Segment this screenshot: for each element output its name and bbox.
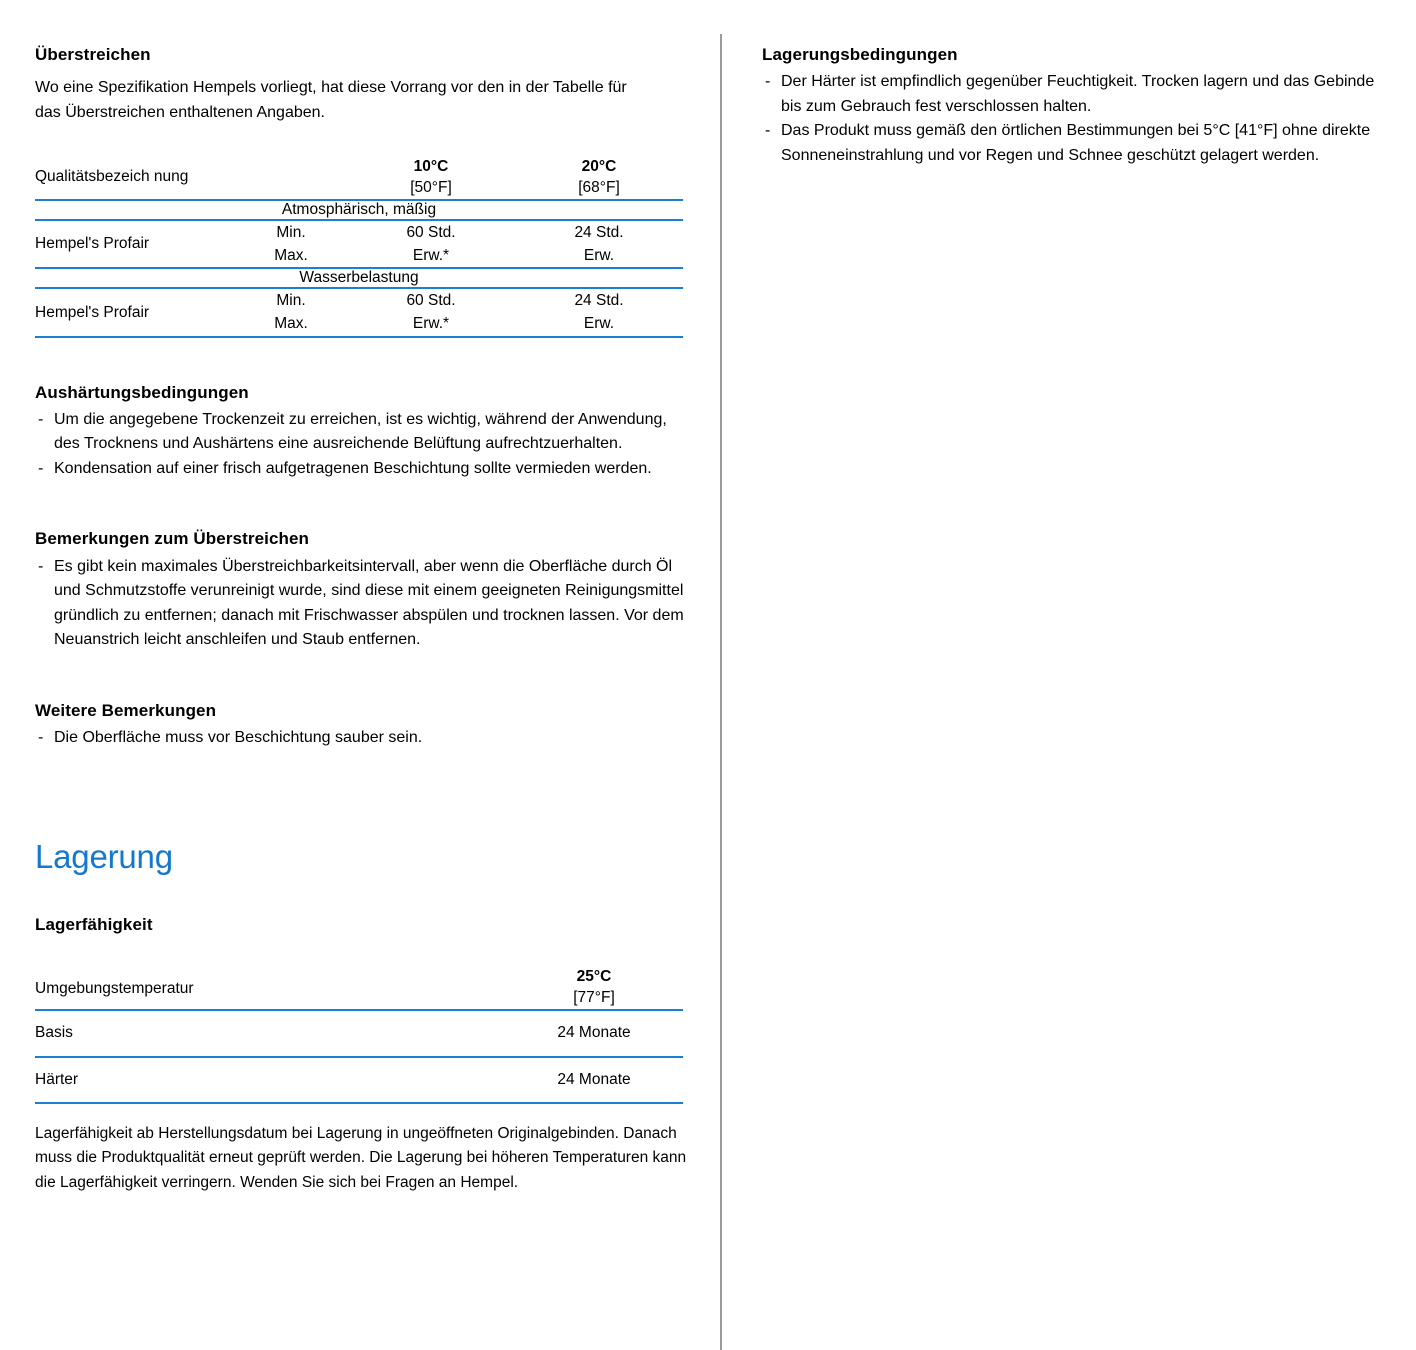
overcoating-row-col1-min: 60 Std.	[406, 223, 456, 241]
overcoating-header-col1-celsius: 10°C	[413, 157, 449, 175]
overcoating-header-label: Qualitätsbezeich nung	[35, 157, 347, 200]
overcoating-row-min: Min.	[276, 292, 306, 310]
list-item-text: Das Produkt muss gemäß den örtlichen Bestimmungen bei 5°C [41°F] ohne direkte Sonneneinstrahlung und vor Regen und Schnee geschützt gelagert werden.	[781, 122, 1371, 164]
list-item	[762, 119, 1387, 168]
bullet-dash-icon: -	[765, 122, 771, 140]
storage-section-title: Lagerung	[35, 838, 173, 876]
right-column	[722, 0, 1416, 1350]
list-item-text: Kondensation auf einer frisch aufgetragenen Beschichtung sollte vermieden werden.	[54, 459, 652, 477]
bullet-dash-icon: -	[38, 728, 44, 746]
further-remarks-heading: Weitere Bemerkungen	[35, 700, 217, 720]
list-item-text: Um die angegebene Trockenzeit zu erreichen, ist es wichtig, während der Anwendung, des Trocknens und Aushärtens eine ausreichende Belüftung aufrechtzuerhalten.	[54, 410, 667, 453]
shelf-life-table	[35, 967, 683, 1103]
overcoating-row-col1	[347, 220, 515, 269]
shelf-life-table-header-row	[35, 967, 683, 1010]
table-row	[35, 288, 683, 337]
overcoating-row-col1	[347, 288, 515, 337]
shelf-life-row-value: 24 Monate	[505, 1057, 683, 1103]
overcoating-row-min: Min.	[276, 223, 306, 241]
overcoating-header-col2	[515, 157, 683, 200]
overcoating-header-col1-fahrenheit: [50°F]	[410, 178, 452, 196]
overcoating-intro-text: Wo eine Spezifikation Hempels vorliegt, hat diese Vorrang vor den in der Tabelle für das Überstreichen enthaltenen Angaben.	[35, 79, 627, 121]
overcoating-row-max: Max.	[274, 246, 308, 264]
curing-conditions-list	[35, 408, 720, 481]
overcoating-group-title-row	[35, 268, 683, 288]
overcoating-row-col1-max: Erw.*	[412, 315, 450, 333]
table-row	[35, 1057, 683, 1103]
list-item	[35, 408, 687, 457]
shelf-life-header-col1	[505, 967, 683, 1010]
shelf-life-header-col1-celsius: 25°C	[576, 968, 612, 986]
overcoating-row-col2-min: 24 Std.	[574, 292, 624, 310]
bullet-dash-icon: -	[38, 557, 44, 575]
list-item-text: Es gibt kein maximales Überstreichbarkeitsintervall, aber wenn die Oberfläche durch Öl und Schmutzstoffe verunreinigt wurde, sind diese mit einem geeigneten Reinigungsmittel gründlich zu entfernen; danach mit Frischwasser abspülen und trocknen lassen. Vor dem Neuanstrich leicht anschleifen und Staub entfernen.	[54, 557, 684, 649]
list-item	[762, 70, 1387, 119]
overcoating-row-minmax	[235, 220, 347, 269]
overcoating-group-title: Wasserbelastung	[35, 268, 683, 288]
overcoating-header-col1	[347, 157, 515, 200]
list-item-text: Der Härter ist empfindlich gegenüber Feuchtigkeit. Trocken lagern und das Gebinde bis zum Gebrauch fest verschlossen halten.	[781, 73, 1375, 115]
shelf-life-row-value: 24 Monate	[505, 1010, 683, 1056]
overcoating-row-col1-min: 60 Std.	[406, 292, 456, 310]
curing-conditions-heading: Aushärtungsbedingungen	[35, 382, 249, 402]
overcoating-header-col2-celsius: 20°C	[581, 157, 617, 175]
overcoating-row-col1-max: Erw.*	[412, 246, 450, 264]
overcoating-table	[35, 157, 683, 338]
overcoating-row-col2-max: Erw.	[583, 315, 615, 333]
shelf-life-header-label: Umgebungstemperatur	[35, 967, 505, 1010]
overcoating-table-header-row	[35, 157, 683, 200]
overcoating-row-max: Max.	[274, 315, 308, 333]
bullet-dash-icon: -	[765, 73, 771, 91]
list-item	[35, 726, 687, 750]
overcoating-row-label: Hempel's Profair	[35, 220, 235, 269]
storage-conditions-list	[762, 70, 1396, 168]
shelf-life-row-label: Basis	[35, 1010, 505, 1056]
shelf-life-heading: Lagerfähigkeit	[35, 915, 153, 935]
table-row	[35, 220, 683, 269]
shelf-life-row-label: Härter	[35, 1057, 505, 1103]
list-item	[35, 555, 687, 653]
overcoating-remarks-heading: Bemerkungen zum Überstreichen	[35, 529, 310, 549]
overcoating-group-title: Atmosphärisch, mäßig	[35, 200, 683, 220]
overcoating-group-title-row	[35, 200, 683, 220]
overcoating-remarks-list	[35, 555, 720, 653]
shelf-life-footnote: Lagerfähigkeit ab Herstellungsdatum bei Lagerung in ungeöffneten Originalgebinden. Danach muss die Produktqualität erneut geprüft werden. Die Lagerung bei höheren Temperaturen kann die Lagerfähigkeit verringern. Wenden Sie sich bei Fragen an Hempel.	[35, 1124, 687, 1191]
overcoating-row-label: Hempel's Profair	[35, 288, 235, 337]
overcoating-row-minmax	[235, 288, 347, 337]
bullet-dash-icon: -	[38, 410, 44, 428]
overcoating-row-col2	[515, 220, 683, 269]
storage-conditions-heading: Lagerungsbedingungen	[762, 45, 958, 64]
table-row	[35, 1010, 683, 1056]
bullet-dash-icon: -	[38, 459, 44, 477]
shelf-life-header-col1-fahrenheit: [77°F]	[573, 989, 615, 1007]
overcoating-row-col2-min: 24 Std.	[574, 223, 624, 241]
overcoating-row-col2-max: Erw.	[583, 246, 615, 264]
overcoating-heading: Überstreichen	[35, 45, 151, 64]
overcoating-row-col2	[515, 288, 683, 337]
further-remarks-list	[35, 726, 720, 750]
overcoating-header-col2-fahrenheit: [68°F]	[578, 178, 620, 196]
list-item-text: Die Oberfläche muss vor Beschichtung sauber sein.	[54, 728, 423, 746]
list-item	[35, 457, 687, 481]
